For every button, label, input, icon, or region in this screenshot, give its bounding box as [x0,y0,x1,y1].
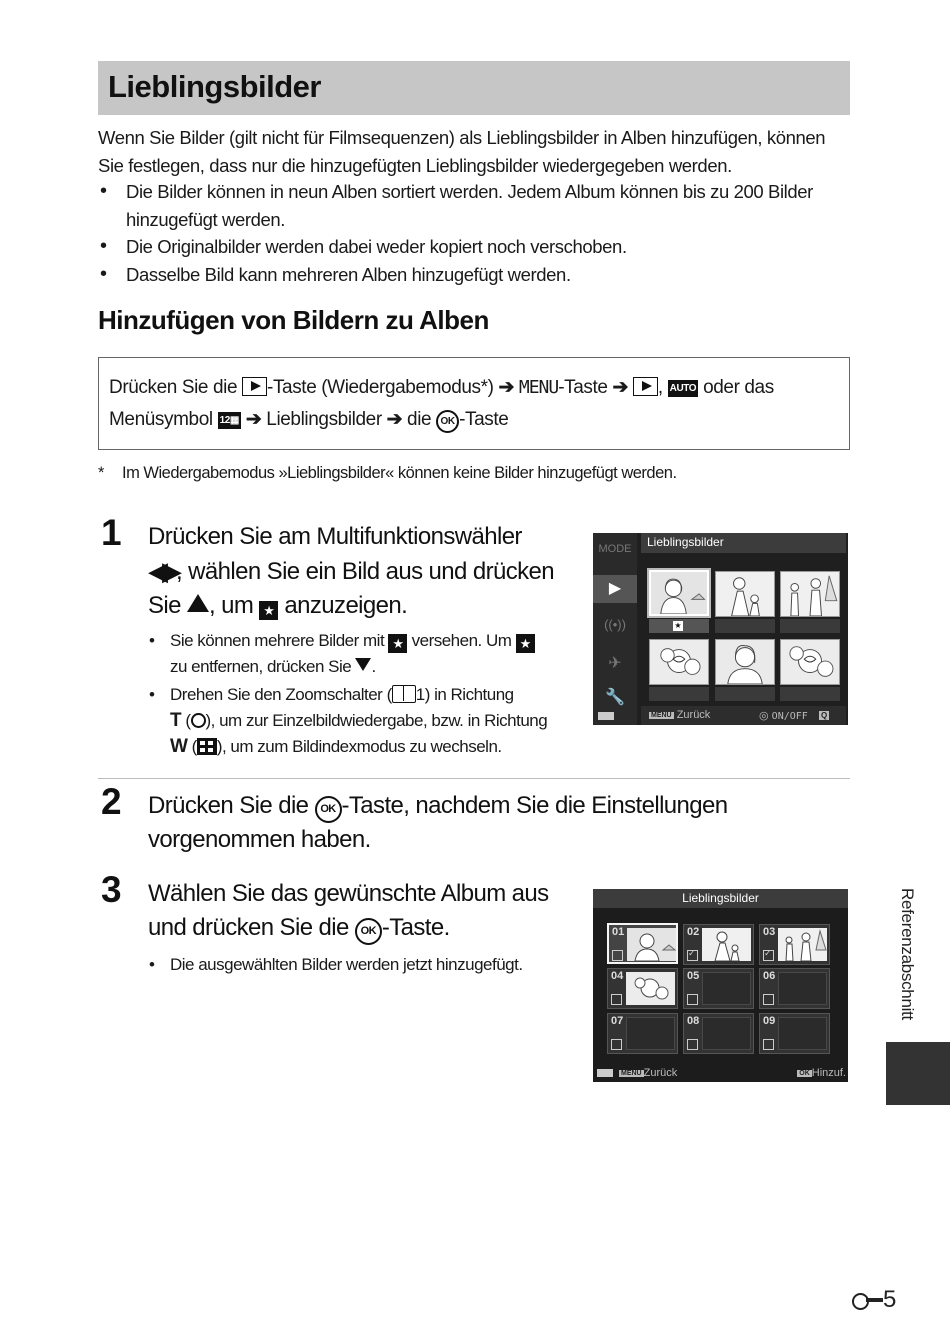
menu-path-text: Menüsymbol [109,409,218,430]
arrow-right-icon: ➔ [612,377,628,398]
album-number: 08 [687,1015,700,1027]
ok-button-icon: OK [315,796,342,823]
sub-text: . [371,657,376,676]
album-number: 06 [763,970,776,982]
sub-text: 1) in Richtung [415,685,514,704]
list-by-date-icon: 12▦ [218,412,241,429]
menu-path-text: die [402,409,437,430]
menu-button-label: MENU [518,377,559,398]
album-number: 03 [763,926,776,938]
favorite-star-icon: ★ [674,621,682,630]
page-number-value: 5 [883,1286,897,1313]
album-number: 02 [687,926,700,938]
check-mark-icon: ✓ [688,948,696,958]
divider [98,778,850,779]
album-number: 07 [611,1015,624,1027]
onoff-label: ON/OFF [771,711,808,722]
page-title: Lieblingsbilder [108,69,321,104]
album-tile[interactable] [759,1013,830,1054]
battery-icon [597,1069,613,1077]
menu-path-text: -Taste (Wiedergabemodus*) [267,377,499,398]
footnote-marker: * [98,464,104,482]
favorite-star-icon: ★ [516,634,535,653]
album-checkbox[interactable] [687,950,698,961]
section-side-label: Referenzabschnitt [898,888,917,1020]
back-label: Zurück [676,709,711,721]
album-number: 09 [763,1015,776,1027]
zoom-icon: Q [821,711,828,720]
image-thumbnail[interactable] [780,571,840,617]
album-checkbox[interactable] [687,1039,698,1050]
left-right-arrows-icon: ◀▶ [148,556,176,586]
mode-label: MODE [598,543,632,555]
album-checkbox[interactable] [763,1039,774,1050]
menu-path-text: -Taste [459,409,509,430]
image-tag-slot [649,687,709,701]
album-checkbox[interactable] [612,950,623,961]
album-checkbox[interactable] [611,994,622,1005]
camera-screen-album-select [593,889,848,1082]
image-thumbnail[interactable] [780,639,840,685]
step-text-line: -Taste, nachdem Sie die Einstellungen vorgenommen haben. [148,792,728,853]
step-text-line: Sie [148,592,187,619]
menu-path-box [98,357,850,450]
album-cover-image [627,928,676,961]
favorite-star-icon: ★ [259,601,278,620]
image-tag-slot [715,619,775,633]
sub-text: zu entfernen, drücken Sie [170,657,356,676]
add-label: Hinzuf. [811,1067,846,1079]
image-thumbnail[interactable] [715,571,775,617]
step-number: 3 [101,869,122,910]
reference-section-icon [851,1291,883,1309]
image-thumbnail[interactable] [715,639,775,685]
screen-title: Lieblingsbilder [641,533,846,553]
album-cover-empty [778,972,827,1005]
album-checkbox[interactable] [763,950,774,961]
arrow-right-icon: ➔ [245,409,262,430]
ok-button-icon: OK [355,918,382,945]
wireless-icon: ((•)) [604,617,626,632]
title-bar [98,61,850,115]
album-number: 04 [611,970,624,982]
camera-screen-image-select [593,533,848,725]
footnote [98,464,850,483]
album-cover-empty [702,972,751,1005]
playback-menu-icon [633,377,658,396]
list-item: • Dasselbe Bild kann mehreren Alben hinzugefügt werden. [98,261,850,289]
check-mark-icon: ✓ [764,948,772,958]
screen-footer [593,1065,848,1082]
list-item [148,628,568,680]
satellite-icon: ✈ [608,655,622,672]
step-2-text [148,789,858,857]
section-heading: Hinzufügen von Bildern zu Alben [98,305,489,335]
album-cover-empty [702,1017,751,1050]
arrow-right-icon: ➔ [386,409,403,430]
tele-label: T [170,710,182,731]
album-cover-image [702,928,751,961]
list-item: • Die ausgewählten Bilder werden jetzt hinzugefügt. [148,952,568,978]
wrench-icon: 🔧 [605,689,625,706]
section-tab-marker [886,1042,950,1105]
album-cover-empty [626,1017,675,1050]
step-number: 1 [101,512,122,553]
step-1-subitems [148,628,568,760]
album-tile[interactable] [683,1013,754,1054]
album-checkbox[interactable] [611,1039,622,1050]
image-tag-slot [649,619,709,633]
sub-text: ), um zum Bildindexmodus zu wechseln. [216,737,502,756]
list-item: • Drehen Sie den Zoomschalter ( 1) in Richtung T ( ), um zur Einzelbildwiedergabe, bzw. in Richtung W ( ), um zum Bildindexmodus zu wechseln. [148,682,568,760]
ok-button-icon: OK [436,410,459,433]
menu-path-text: , [657,377,668,398]
list-item: • Die Originalbilder werden dabei weder kopiert noch verschoben. [98,233,850,261]
menu-path-text: oder das [698,377,774,398]
image-tag-slot [780,619,840,633]
list-item: • Die Bilder können in neun Alben sortiert werden. Jedem Album können bis zu 200 Bilder hinzugefügt werden. [98,178,850,233]
album-number: 01 [612,926,625,938]
image-tag-slot [715,687,775,701]
album-cover-image [626,972,675,1005]
menu-path-text: Drücken Sie die [109,377,243,398]
album-checkbox[interactable] [763,994,774,1005]
album-tile[interactable] [607,923,678,964]
image-thumbnail[interactable] [649,570,709,616]
wide-label: W [170,736,188,757]
step-text-line: und drücken Sie die [148,914,355,941]
album-tile[interactable] [607,968,678,1009]
battery-icon [598,712,614,720]
sub-text: versehen. Um [407,631,516,650]
page-number [851,1286,896,1314]
album-tile[interactable] [683,968,754,1009]
album-tile[interactable] [607,1013,678,1054]
up-arrow-icon [187,594,209,612]
auto-sort-icon: AUTO [668,380,699,397]
album-number: 05 [687,970,700,982]
step-text-line: , wählen Sie ein Bild aus und drücken [176,558,555,585]
menu-path-text: Lieblingsbilder [266,409,382,430]
rotate-dial-icon: ◎ [759,710,769,722]
favorite-star-icon: ★ [388,634,407,653]
album-cover-image [778,928,827,961]
image-tag-slot [780,687,840,701]
album-checkbox[interactable] [687,994,698,1005]
album-tile[interactable] [683,924,754,965]
step-text-line: -Taste. [381,914,450,941]
step-3-subitems [148,952,568,978]
album-tile[interactable] [759,968,830,1009]
sub-text: Drehen Sie den Zoomschalter ( [170,685,392,704]
image-thumbnail[interactable] [649,639,709,685]
thumbnail-grid-icon [197,738,217,755]
step-text-line: anzuzeigen. [278,592,408,619]
step-3-text [148,877,568,945]
ok-tag-icon: OK [799,1070,810,1077]
step-1-text [148,520,568,623]
step-text-line: , um [208,592,260,619]
playback-tab-icon: ▶ [593,575,637,603]
playback-button-icon [242,377,267,396]
menu-path-text: -Taste [558,377,613,398]
step-text-line: Drücken Sie die [148,792,315,819]
intro-paragraph: Wenn Sie Bilder (gilt nicht für Filmsequenzen) als Lieblingsbilder in Alben hinzufügen, können Sie festlegen, dass nur die hinzugefügten Lieblingsbilder wiedergegeben werden. [98,127,826,176]
sub-text: Sie können mehrere Bilder mit [170,631,389,650]
footnote-text: Im Wiedergabemodus »Lieblingsbilder« können keine Bilder hinzugefügt werden. [122,464,677,482]
arrow-right-icon: ➔ [498,377,514,398]
menu-tag-icon: MENU [621,1070,642,1077]
down-arrow-icon [355,658,371,671]
step-text-line: Drücken Sie am Multifunktionswähler [148,523,522,550]
sub-text: ), um zur Einzelbildwiedergabe, bzw. in Richtung [205,711,548,730]
step-number: 2 [101,781,122,822]
magnify-icon [191,713,206,728]
menu-tag-icon: MENU [651,712,672,719]
reference-book-icon [392,685,416,703]
back-label: Zurück [643,1067,678,1079]
step-text-line: Wählen Sie das gewünschte Album aus [148,880,549,907]
screen-footer [641,706,846,725]
camera-menu-sidebar [593,533,637,725]
screen-title: Lieblingsbilder [593,889,848,908]
intro-bullets [98,178,850,288]
album-cover-empty [778,1017,827,1050]
album-tile[interactable] [759,924,830,965]
